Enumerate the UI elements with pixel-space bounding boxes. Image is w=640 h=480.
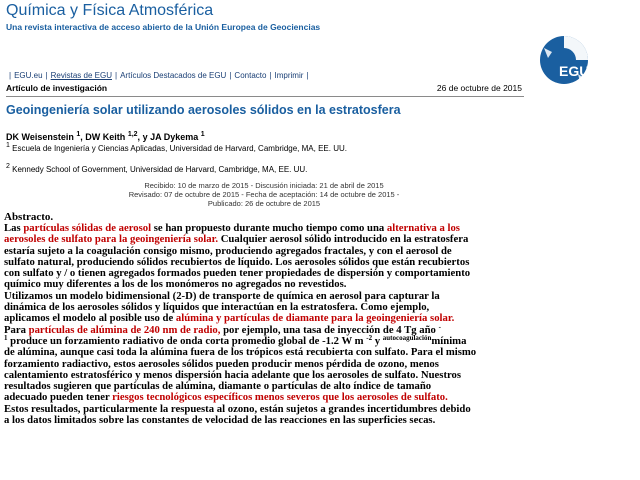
nav-separator: | (114, 70, 118, 80)
abstract-line: estaría sujeto a la coagulación consigo mismo, produciendo agregados fractales, y con el aerosol de (4, 244, 452, 257)
article-date: 26 de octubre de 2015 (436, 83, 522, 93)
journal-subtitle: Una revista interactiva de acceso abierto de la Unión Europea de Geociencias (6, 22, 321, 32)
abstract-line: adecuado pueden tener riesgos tecnológicos específicos menos severos que los aerosoles de sulfato. (4, 391, 448, 404)
abstract-line: aerosoles de sulfato para la geoingeniería solar. Cualquier aerosol sólido introducido en la estratosfera (4, 233, 469, 246)
highlight-phrase: alternativa a los (386, 222, 460, 234)
highlight-phrase: partículas sólidas de aerosol (23, 222, 152, 234)
abstract-line: de alúmina, aunque casi toda la alúmina fuera de los trópicos está recubierta con sulfato. Para el mismo (4, 346, 477, 359)
abstract-heading: Abstracto. (4, 211, 54, 223)
abstract-line: Utilizamos un modelo bidimensional (2-D) de transporte de química en aerosol para capturar la (4, 289, 440, 302)
nav-print[interactable]: Imprimir (274, 70, 304, 80)
author-affil-mark: 1 (76, 131, 81, 138)
article-type: Artículo de investigación (6, 83, 108, 93)
abstract-line: calentamiento estratosférico y menos dispersión hacia adelante que los aerosoles de sulfato. Nuestros (4, 368, 462, 381)
abstract-line: sulfato natural, produciendo sólidos recubiertos de líquido. Los aerosoles sólidos que están recubiertos (4, 255, 470, 268)
abstract-line: aplicamos el modelo al posible uso de alúmina y partículas de diamante para la geoingeniería solar. (4, 312, 455, 325)
journal-title: Química y Física Atmosférica (6, 2, 214, 19)
abstract-line: Estos resultados, particularmente la respuesta al ozono, están sujetos a grandes incertidumbres debido (4, 402, 471, 415)
top-nav (6, 68, 526, 82)
nav-contact[interactable]: Contacto (234, 70, 267, 80)
highlight-phrase: riesgos tecnológicos específicos menos severos que los aerosoles de sulfato. (112, 391, 448, 404)
abstract-line: químico muy diferentes a los de los monómeros no agregados no revestidos. (4, 278, 347, 291)
affiliation-text: Kennedy School of Government, Universidad de Harvard, Cambridge, MA, EE. UU. (12, 165, 308, 174)
affiliation-text: Escuela de Ingeniería y Ciencias Aplicadas, Universidad de Harvard, Cambridge, MA, EE. UU. (12, 144, 347, 153)
highlight-phrase: aerosoles de sulfato para la geoingeniería solar. (4, 233, 219, 246)
affiliation-1 (6, 144, 347, 153)
nav-egu-journals[interactable]: Revistas de EGU (50, 70, 112, 80)
abstract-line: a los datos limitados sobre las constantes de velocidad de las reacciones en las superficies secas. (4, 414, 436, 427)
author-list: DK Weisenstein $^1$, DW Keith $^{1,2}$, y JA Dykema $^1$ (6, 131, 205, 142)
abstract-line: Las partículas sólidas de aerosol se han propuesto durante mucho tiempo como una alternativa a los (4, 222, 460, 234)
abstract-line: Para partículas de alúmina de 240 nm de radio, por ejemplo, una tasa de inyección de 4 Tg año - (4, 322, 441, 336)
nav-egu-eu[interactable]: EGU.eu (14, 70, 43, 80)
highlight-phrase: alúmina y partículas de diamante para la geoingeniería solar. (175, 312, 455, 325)
abstract-line: con sulfato y / o tienen agregados formados pueden tener propiedades de dispersión y comportamiento (4, 267, 471, 280)
author-affil-mark: 1 (200, 131, 205, 138)
header-divider (6, 96, 524, 97)
author-name[interactable]: DW Keith (85, 132, 126, 142)
abstract-body (4, 223, 636, 426)
nav-separator: | (9, 70, 12, 80)
article-meta (6, 83, 522, 96)
history-line: Recibido: 10 de marzo de 2015 - Discusión iniciada: 21 de abril de 2015 (144, 181, 384, 190)
affiliation-number: 1 (6, 142, 10, 149)
affiliation-number: 2 (6, 163, 10, 170)
egu-logo-text: EGU (559, 63, 590, 79)
nav-separator: | (269, 70, 272, 80)
author-name[interactable]: DK Weisenstein (6, 132, 74, 142)
nav-separator: | (306, 70, 309, 80)
abstract-line: dinámica de los aerosoles sólidos y líquidos que interactúan en la estratosfera. Como ejemplo, (4, 301, 430, 314)
affiliation-2 (6, 165, 307, 174)
nav-highlight-articles[interactable]: Artículos Destacados de EGU (120, 70, 227, 80)
author-name[interactable]: y JA Dykema (142, 132, 199, 142)
abstract-line: resultados sugieren que partículas de alúmina, diamante o partículas de alto índice de tamaño (4, 380, 432, 393)
nav-separator: | (45, 70, 48, 80)
abstract-line: forzamiento radiactivo, estos aerosoles sólidos pueden producir menos pérdida de ozono, menos (4, 357, 439, 370)
article-title: Geoingeniería solar utilizando aerosoles sólidos en la estratosfera (6, 103, 401, 117)
nav-separator: | (229, 70, 232, 80)
highlight-phrase: partículas de alúmina de 240 nm de radio, (28, 323, 221, 336)
history-line: Publicado: 26 de octubre de 2015 (207, 199, 321, 208)
history-line: Revisado: 07 de octubre de 2015 - Fecha de aceptación: 14 de octubre de 2015 - (128, 190, 400, 199)
abstract-line: $^1$ produce un forzamiento radiativo de onda corta promedio global de -1.2 W m $^{-2}$ y $^{autocoagulación}$mínima (4, 333, 467, 347)
author-affil-mark: 1,2 (127, 131, 138, 138)
